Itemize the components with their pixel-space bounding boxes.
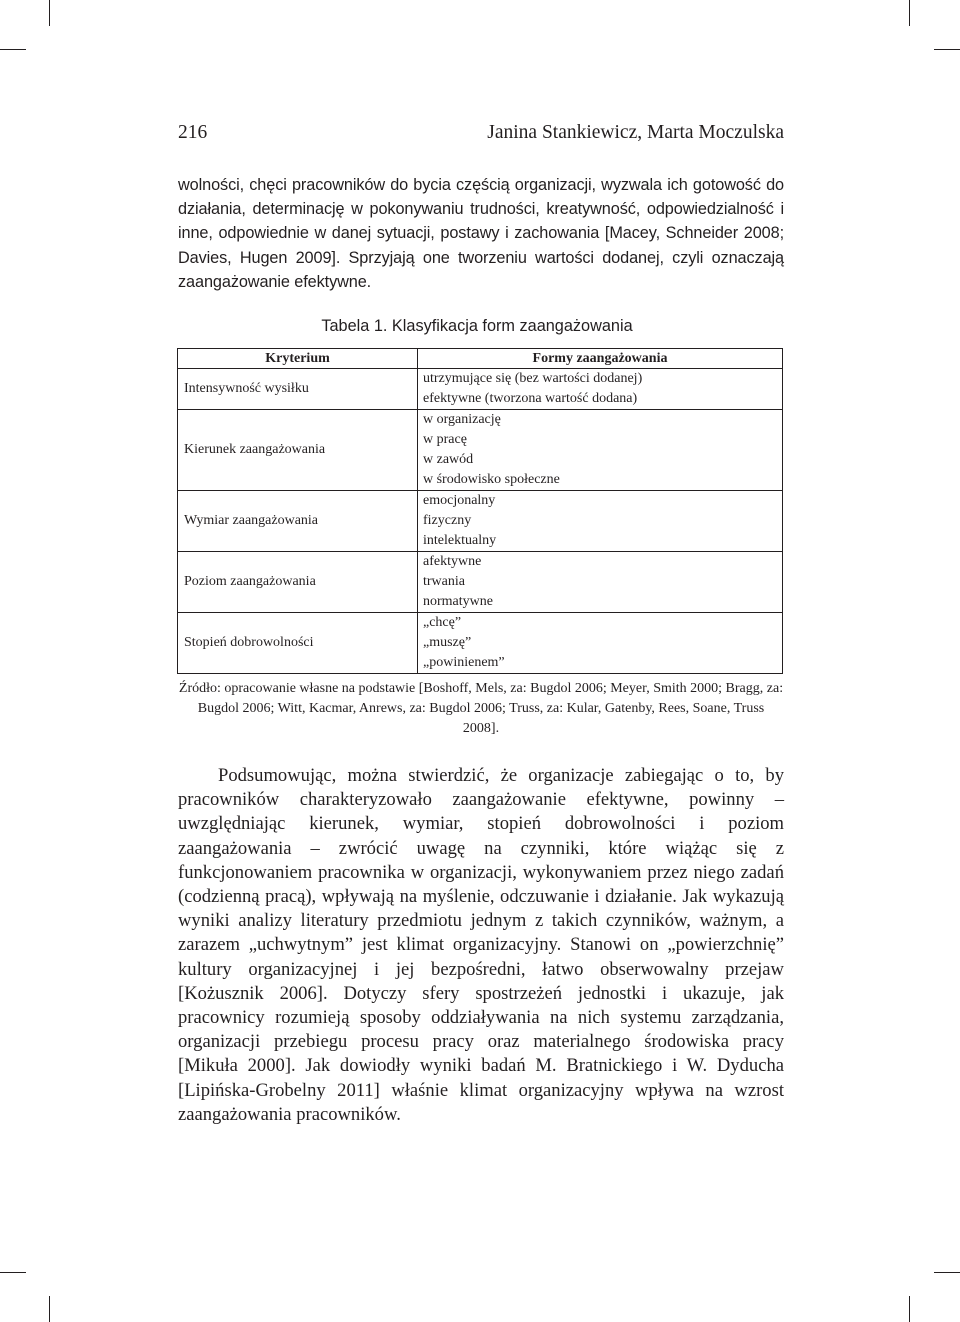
form-item: w zawód [423,452,474,467]
criterion-cell: Intensywność wysiłku [178,369,418,410]
crop-mark-top-right [909,0,910,26]
header-forms: Formy zaangażowania [418,349,783,369]
table-row [178,410,783,491]
crop-mark-right-upper [934,49,960,50]
intro-paragraph: wolności, chęci pracowników do bycia częścią organizacji, wyzwala ich gotowość do działania, determinację w pokonywaniu trudności, kreatywność, odpowiedzialność i inne, odpowiednie w danej sytuacji, postawy i zachowania [Macey, Schneider 2008; Davies, Hugen 2009]. Sprzyjają one tworzeniu wartości dodanej, czyli oznaczają zaangażowanie efektywne. [178,176,784,291]
table-row [178,552,783,613]
table-row [178,613,783,674]
table-source-note: Źródło: opracowanie własne na podstawie [Boshoff, Mels, za: Bugdol 2006; Meyer, Smith 2000; Bragg, za: Bugdol 2006; Witt, Kacmar, Anrews, za: Bugdol 2006; Truss, za: Kular, Gatenby, Rees, Soane, Truss 2008]. [178,681,784,736]
form-item: trwania [423,574,465,589]
classification-table [177,348,783,674]
form-item: normatywne [423,594,493,609]
table-header-row [178,349,783,369]
body-paragraph: Podsumowując, można stwierdzić, że organizacje zabiegając o to, by pracowników charakteryzowało zaangażowanie efektywne, powinny – uwzględniając kierunek, wymiar, stopień dobrowolności i poziom zaangażowania – zwrócić uwagę na czynniki, które wiążąc się z funkcjonowaniem pracownika w organizacji, wykonywaniem przez niego zadań (codzienną pracą), wpływają na myślenie, odczuwanie i działanie. Jak wykazują wyniki analizy literatury przedmiotu jednym z takich czynników, ważnym, a zarazem „uchwytnym” jest klimat organizacyjny. Stanowi on „powierzchnię” kultury organizacyjnej i jej bezpośredni, łatwo obserwowalny przejaw [Kożusznik 2006]. Dotyczy sfery spostrzeżeń jednostki i ukazuje, jak pracownicy rozumieją sposoby oddziaływania na nich systemu zarządzania, organizacji przebiegu procesu pracy oraz materialnego środowiska pracy [Mikuła 2000]. Jak dowiodły wyniki badań M. Bratnickiego i W. Dyducha [Lipińska-Grobelny 2011] właśnie klimat organizacyjny wpływa na wzrost zaangażowania pracowników. [178,765,784,1125]
page-header [178,122,784,148]
form-item: w środowisko społeczne [423,472,560,487]
crop-mark-right-lower [934,1272,960,1273]
form-item: „muszę” [423,635,472,650]
form-item: efektywne (tworzona wartość dodana) [423,391,638,406]
form-item: fizyczny [423,513,472,528]
forms-cell [418,410,783,491]
form-item: emocjonalny [423,493,496,508]
running-head-authors: Janina Stankiewicz, Marta Moczulska [487,122,784,143]
crop-mark-left-upper [0,49,26,50]
form-item: w pracę [423,432,467,447]
page-number: 216 [178,122,208,143]
header-criterion: Kryterium [178,349,418,369]
form-item: afektywne [423,554,482,569]
table-row [178,369,783,410]
crop-mark-top-left [49,0,50,26]
criterion-cell: Stopień dobrowolności [178,613,418,674]
form-item: intelektualny [423,533,497,548]
crop-mark-left-lower [0,1272,26,1273]
form-item: „chcę” [423,615,462,630]
crop-mark-bottom-left [49,1296,50,1322]
criterion-cell: Wymiar zaangażowania [178,491,418,552]
criterion-cell: Poziom zaangażowania [178,552,418,613]
table-row [178,491,783,552]
form-item: „powinienem” [423,655,505,670]
criterion-cell: Kierunek zaangażowania [178,410,418,491]
forms-cell [418,369,783,410]
forms-cell [418,491,783,552]
crop-mark-bottom-right [909,1296,910,1322]
forms-cell [418,613,783,674]
table-caption-text: Tabela 1. Klasyfikacja form zaangażowania [321,317,633,335]
forms-cell [418,552,783,613]
form-item: w organizację [423,412,501,427]
table-caption [178,317,784,336]
form-item: utrzymujące się (bez wartości dodanej) [423,371,643,386]
